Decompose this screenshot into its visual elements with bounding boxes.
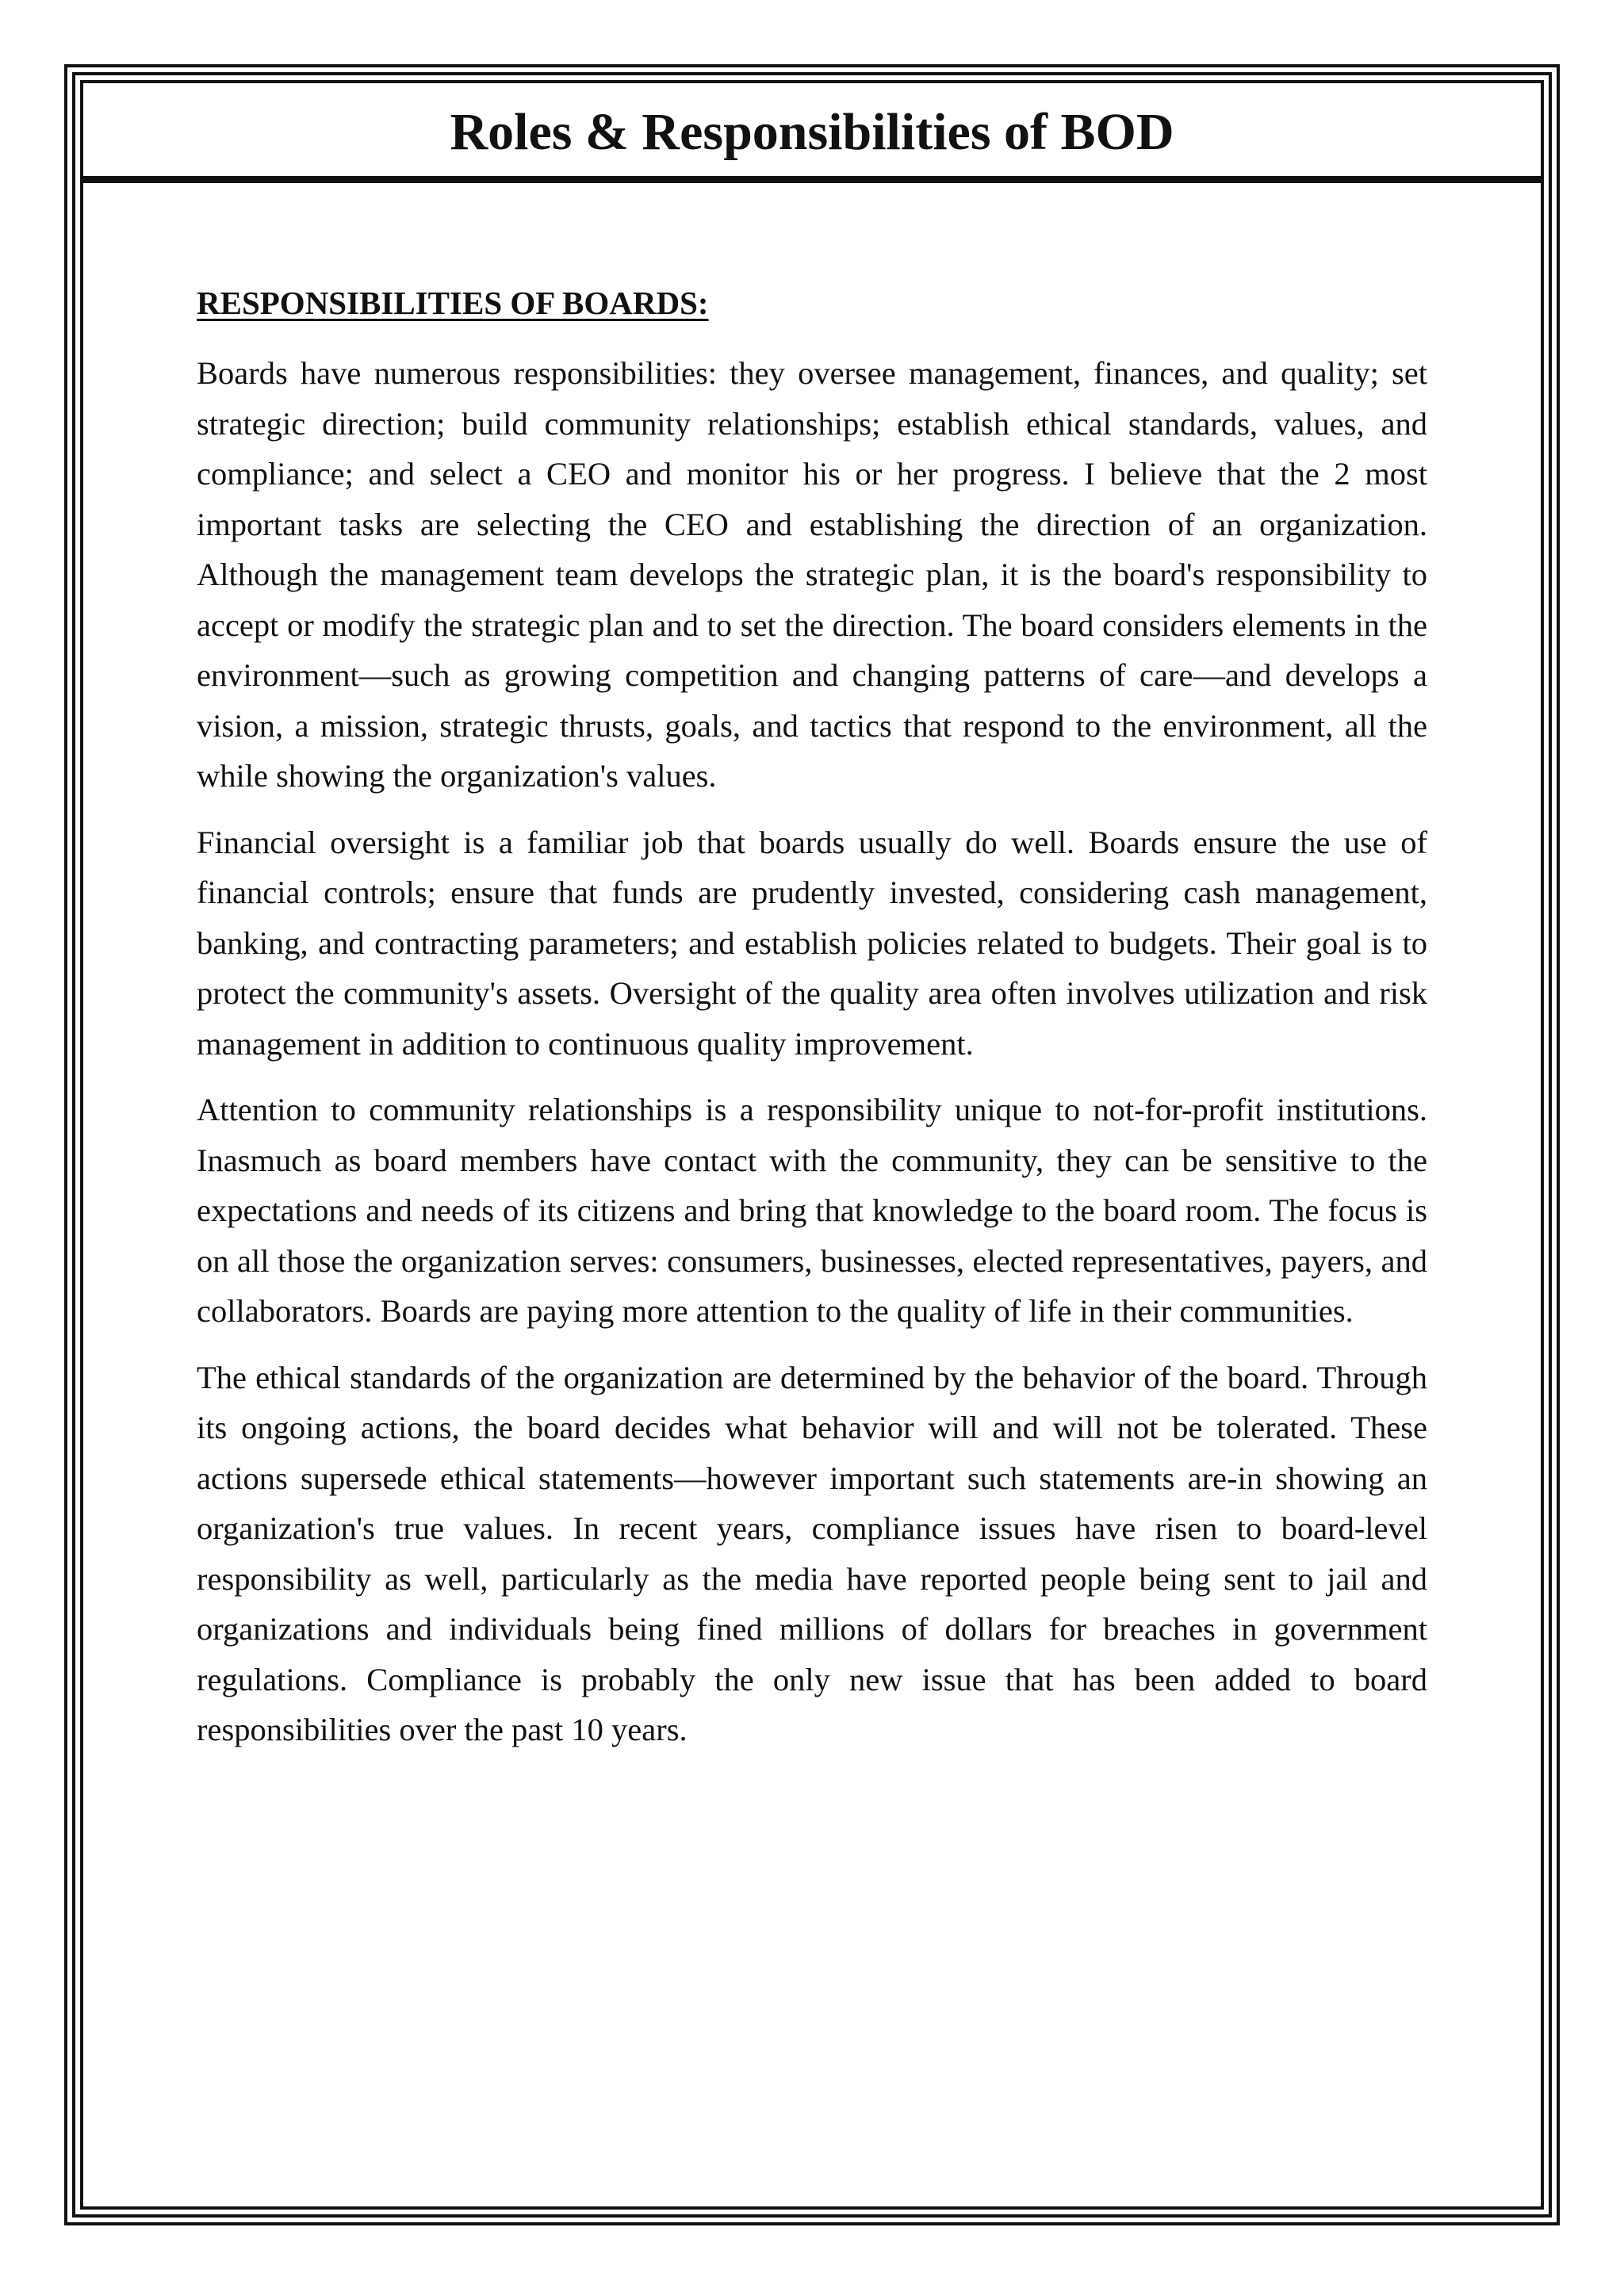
paragraph-community-relationships: Attention to community relationships is a responsibility unique to not-for-profit institutions. Inasmuch as board members have contact with the community, they can be sensitive to the expectations and needs of its citizens and bring that knowledge to the board room. The focus is on all those the organization serves: consumers, businesses, elected representatives, payers, and collaborators. Boards are paying more attention to the quality of life in their communities. [197, 1092, 1427, 1330]
title-bar [83, 83, 1541, 183]
paragraph-overview: Boards have numerous responsibilities: they oversee management, finances, and quality; set strategic direction; build community relationships; establish ethical standards, values, and compliance; and select a CEO and monitor his or her progress. I believe that the 2 most important tasks are selecting the CEO and establishing the direction of an organization. Although the management team develops the strategic plan, it is the board's responsibility to accept or modify the strategic plan and to set the direction. The board considers elements in the environment—such as growing competition and changing patterns of care—and develops a vision, a mission, strategic thrusts, goals, and tactics that respond to the environment, all the while showing the organization's values. [197, 355, 1427, 794]
paragraph-financial-oversight: Financial oversight is a familiar job that boards usually do well. Boards ensure the use of financial controls; ensure that funds are prudently invested, considering cash management, banking, and contracting parameters; and establish policies related to budgets. Their goal is to protect the community's assets. Oversight of the quality area often involves utilization and risk management in addition to continuous quality improvement. [197, 824, 1427, 1062]
page-title: Roles & Responsibilities of BOD [450, 102, 1174, 161]
main-content [197, 282, 1427, 1771]
section-heading: RESPONSIBILITIES OF BOARDS: [197, 285, 709, 321]
paragraph-ethical-standards: The ethical standards of the organization are determined by the behavior of the board. Through its ongoing actions, the board decides what behavior will and will not be tolerated. These actions supersede ethical statements—however important such statements are-in showing an organization's true values. In recent years, compliance issues have risen to board-level responsibility as well, particularly as the media have reported people being sent to jail and organizations and individuals being fined millions of dollars for breaches in government regulations. Compliance is probably the only new issue that has been added to board responsibilities over the past 10 years. [197, 1359, 1427, 1748]
